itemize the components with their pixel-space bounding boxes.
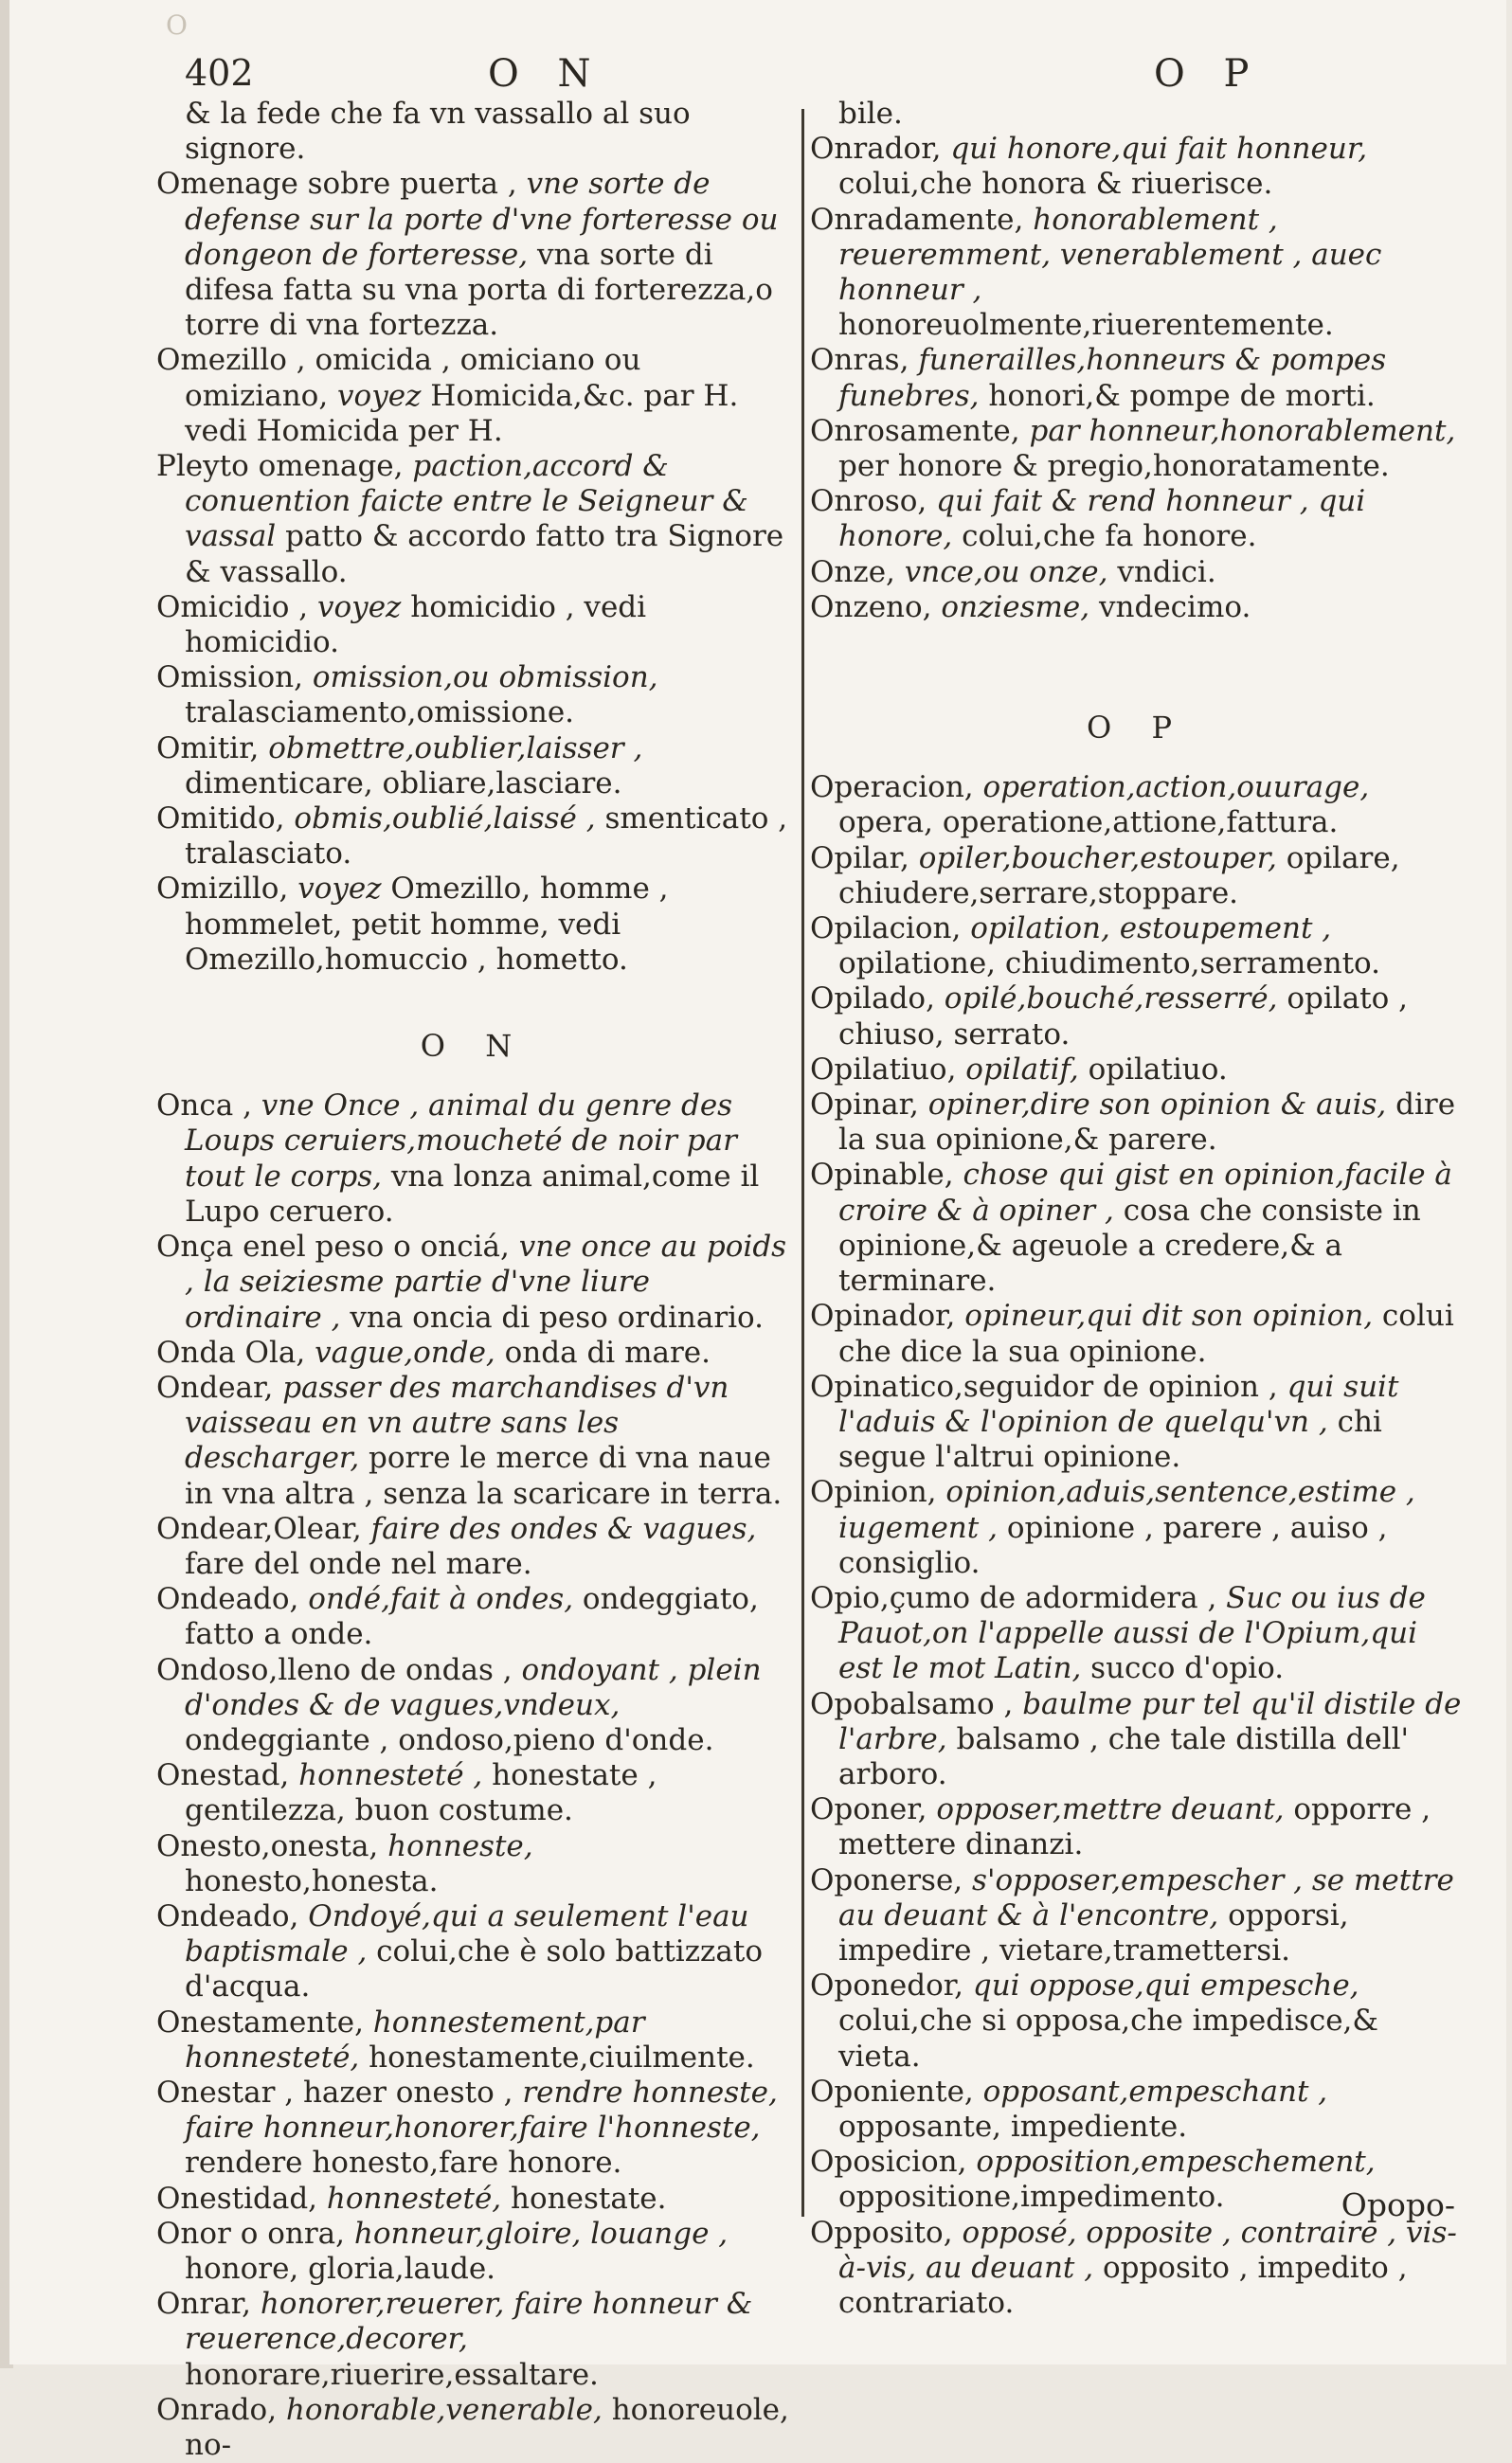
dictionary-entry	[156, 2005, 791, 2076]
dictionary-entry	[810, 555, 1464, 590]
page-number: 402	[185, 52, 254, 94]
entry-italian: dire la sua opinione,& parere.	[838, 1088, 1456, 1158]
entry-french: passer des marchandises d'vn vaisseau en vn autre sans les descharger,	[185, 1370, 729, 1476]
entry-french: Ondoyé,qui a seulement l'eau baptismale ,	[185, 1898, 749, 1969]
entry-headword: Onrado,	[156, 2392, 278, 2427]
entry-headword: Oponiente,	[810, 2074, 974, 2109]
entry-headword: Omezillo , omicida , omiciano ou omiziano,	[156, 343, 641, 413]
section-title-on: O N	[420, 1028, 528, 1065]
entry-headword: Onradamente,	[810, 202, 1024, 237]
dictionary-entry	[156, 2393, 791, 2463]
entry-french: vnce,ou onze,	[904, 554, 1108, 589]
dictionary-entry	[156, 167, 791, 343]
entry-french: ondoyant , plein d'ondes & de vagues,vndeux,	[185, 1652, 762, 1722]
entry-french: honorablement , reueremment, venerablement , auec honneur ,	[838, 202, 1382, 308]
dictionary-entry	[810, 414, 1464, 484]
entry-headword: Oponer,	[810, 1792, 927, 1827]
entry-italian: Omezillo, homme , hommelet, petit homme, vedi Omezillo,homuccio , hometto.	[185, 872, 669, 977]
entry-french: honneur,gloire, louange ,	[353, 2216, 729, 2251]
entry-italian: vndici.	[1117, 554, 1216, 589]
entry-italian: colui,che fa honore.	[962, 519, 1257, 554]
entry-french: obmis,oublié,laissé ,	[294, 801, 596, 836]
dictionary-entry	[810, 343, 1464, 413]
entry-headword: Oponerse,	[810, 1862, 963, 1897]
entry-french: qui suit l'aduis & l'opinion de quelqu'vn ,	[838, 1369, 1399, 1439]
entry-french: omission,ou obmission,	[312, 660, 658, 695]
entry-italian: vna oncia di peso ordinario.	[350, 1300, 765, 1335]
entry-italian: honoreuole, no-	[185, 2392, 789, 2462]
entry-headword: Opilacion,	[810, 911, 962, 946]
dictionary-entry	[810, 1052, 1464, 1088]
entry-french: honnesteté,	[326, 2181, 502, 2216]
entry-italian: opera, operatione,attione,fattura.	[838, 805, 1339, 840]
entry-italian: ondeggiato, fatto a onde.	[185, 1582, 759, 1652]
section-title-op: O P	[1087, 710, 1187, 746]
entry-italian: honestamente,ciuilmente.	[369, 2040, 755, 2075]
dictionary-entry	[156, 872, 791, 978]
entry-headword: Onestamente,	[156, 2005, 364, 2040]
entry-french: opposé, opposite , contraire , vis-à-vis, au deuant ,	[838, 2215, 1457, 2285]
entry-french: vne sorte de defense sur la porte d'vne forteresse ou dongeon de forteresse,	[185, 167, 779, 272]
entry-headword: Omitir,	[156, 730, 260, 765]
entry-french: opilé,bouché,resserré,	[944, 981, 1278, 1016]
entry-french: opinion,aduis,sentence,estime , iugement ,	[838, 1475, 1415, 1545]
right-entries	[810, 97, 1464, 625]
dictionary-entry	[156, 1829, 791, 1899]
entry-italian: cosa che consiste in opinione,& ageuole a credere,& a terminare.	[838, 1193, 1421, 1299]
column-divider	[801, 109, 804, 2217]
entry-headword: Onestad,	[156, 1758, 290, 1793]
entry-italian: honorare,riuerire,essaltare.	[185, 2357, 599, 2392]
dictionary-entry	[156, 97, 791, 167]
entry-headword: Onor o onra,	[156, 2216, 346, 2251]
catchword: Opopo-	[1341, 2186, 1455, 2223]
entry-french: ondé,fait à ondes,	[308, 1582, 574, 1617]
entry-french: opposition,empeschement,	[976, 2145, 1376, 2180]
dictionary-entry	[810, 1581, 1464, 1687]
entry-french: vne once au poids , la seiziesme partie d'vne liure ordinaire ,	[185, 1230, 787, 1335]
entry-italian: honestate , gentilezza, buon costume.	[185, 1758, 657, 1828]
entry-headword: Ondoso,lleno de ondas ,	[156, 1652, 513, 1687]
entry-italian: tralasciamento,omissione.	[185, 695, 575, 730]
dictionary-entry	[810, 132, 1464, 202]
entry-headword: Opposito,	[810, 2215, 953, 2250]
entry-headword: & la fede che fa vn vassallo al suo signore.	[185, 97, 691, 167]
dictionary-entry	[156, 2287, 791, 2393]
entry-headword: Ondeado,	[156, 1582, 299, 1617]
entry-italian: balsamo , che tale distilla dell' arboro.	[838, 1721, 1410, 1791]
entry-french: opiner,dire son opinion & auis,	[927, 1088, 1387, 1123]
entry-headword: Onestar , hazer onesto ,	[156, 2075, 513, 2110]
entry-italian: porre le merce di vna naue in vna altra , senza la scaricare in terra.	[185, 1441, 783, 1511]
running-head-left: O N	[488, 52, 604, 96]
entry-headword: Onrador,	[810, 132, 942, 167]
dictionary-entry	[810, 2075, 1464, 2145]
entry-italian: honore, gloria,laude.	[185, 2251, 496, 2286]
entry-french: opiler,boucher,estouper,	[918, 840, 1277, 875]
entry-french: chose qui gist en opinion,facile à croire & à opiner ,	[838, 1158, 1452, 1228]
dictionary-entry	[156, 1336, 791, 1371]
dictionary-entry	[810, 1088, 1464, 1158]
entry-italian: vna lonza animal,come il Lupo ceruero.	[185, 1159, 760, 1229]
entry-italian: opilatione, chiudimento,serramento.	[838, 946, 1381, 981]
entry-french: honorer,reuerer, faire honneur & reuerence,decorer,	[185, 2287, 753, 2357]
dictionary-entry	[156, 2182, 791, 2217]
right-entries-2	[810, 770, 1464, 2321]
entry-french: onziesme,	[941, 589, 1090, 624]
entry-italian: rendere honesto,fare honore.	[185, 2146, 622, 2181]
entry-headword: Opilado,	[810, 981, 935, 1016]
dictionary-entry	[156, 1371, 791, 1512]
entry-italian: oppositione,impedimento.	[838, 2180, 1225, 2215]
entry-headword: Oponedor,	[810, 1969, 964, 2004]
entry-french: operation,action,ouurage,	[982, 770, 1370, 805]
right-column	[810, 97, 1464, 2321]
entry-french: voyez	[337, 378, 422, 413]
dictionary-entry	[810, 97, 1464, 132]
entry-headword: Onrar,	[156, 2287, 251, 2322]
entry-italian: smenticato , tralasciato.	[185, 801, 788, 872]
entry-french: qui honore,qui fait honneur,	[950, 132, 1368, 167]
entry-french: opposer,mettre deuant,	[936, 1792, 1285, 1827]
entry-french: voyez	[297, 872, 382, 907]
running-head-right: O P	[1154, 52, 1263, 96]
entry-headword: Onestidad,	[156, 2181, 318, 2216]
entry-italian: succo d'opio.	[1090, 1651, 1285, 1686]
entry-italian: homicidio , vedi homicidio.	[185, 589, 647, 660]
entry-french: qui fait & rend honneur , qui honore,	[838, 484, 1366, 554]
entry-italian: opposante, impediente.	[838, 2109, 1188, 2144]
entry-headword: Omizillo,	[156, 872, 289, 907]
dictionary-entry	[156, 1899, 791, 2005]
dictionary-entry	[810, 1158, 1464, 1299]
dictionary-entry	[156, 1582, 791, 1652]
entry-headword: Opinar,	[810, 1088, 919, 1123]
entry-italian: vndecimo.	[1099, 589, 1251, 624]
dictionary-entry	[810, 911, 1464, 981]
left-entries	[156, 97, 791, 978]
dictionary-entry	[810, 1687, 1464, 1793]
entry-headword: Onda Ola,	[156, 1335, 306, 1370]
entry-headword: Onça enel peso o onciá,	[156, 1230, 510, 1265]
entry-italian: opporsi, impedire , vietare,tramettersi.	[838, 1897, 1349, 1968]
entry-french: vne Once , animal du genre des Loups ceruiers,moucheté de noir par tout le corps,	[185, 1088, 737, 1194]
entry-french: opilatif,	[965, 1052, 1079, 1087]
entry-headword: Onze,	[810, 554, 895, 589]
entry-headword: Opobalsamo ,	[810, 1686, 1014, 1721]
left-column	[156, 97, 791, 2463]
entry-italian: colui,che si opposa,che impedisce,& vieta.	[838, 2004, 1378, 2074]
entry-headword: Onroso,	[810, 484, 927, 519]
entry-french: opposant,empeschant ,	[982, 2074, 1328, 2109]
entry-headword: Ondear,	[156, 1370, 274, 1405]
entry-italian: ondeggiante , ondoso,pieno d'onde.	[185, 1722, 714, 1757]
entry-headword: Onras,	[810, 343, 909, 378]
entry-headword: Onzeno,	[810, 589, 932, 624]
dictionary-entry	[810, 2216, 1464, 2322]
entry-headword: Oposicion,	[810, 2145, 967, 2180]
dictionary-entry	[810, 1475, 1464, 1581]
entry-italian: honoreuolmente,riuerentemente.	[838, 308, 1334, 343]
entry-italian: chi segue l'altrui opinione.	[838, 1404, 1382, 1475]
entry-headword: Onca ,	[156, 1088, 252, 1124]
entry-french: opilation, estoupement ,	[970, 911, 1332, 946]
entry-italian: honori,& pompe de morti.	[988, 378, 1376, 413]
entry-headword: Opinatico,seguidor de opinion ,	[810, 1369, 1278, 1404]
dictionary-entry	[156, 343, 791, 449]
dictionary-entry	[156, 2076, 791, 2182]
entry-french: honorable,venerable,	[285, 2392, 603, 2427]
dictionary-entry	[156, 731, 791, 801]
dictionary-entry	[810, 981, 1464, 1052]
entry-french: paction,accord & conuention faicte entre le Seigneur & vassal	[185, 449, 748, 554]
dictionary-entry	[810, 484, 1464, 554]
entry-headword: Opilatiuo,	[810, 1052, 957, 1087]
entry-headword: Omission,	[156, 660, 303, 695]
dictionary-entry	[156, 1653, 791, 1759]
entry-french: honnestement,par honnesteté,	[185, 2005, 645, 2075]
entry-headword: bile.	[838, 97, 903, 131]
dictionary-entry	[156, 449, 791, 590]
entry-french: s'opposer,empescher , se mettre au deuant & à l'encontre,	[838, 1862, 1454, 1933]
dictionary-entry	[810, 1969, 1464, 2075]
entry-headword: Omenage sobre puerta ,	[156, 167, 517, 202]
entry-headword: Onesto,onesta,	[156, 1828, 379, 1863]
entry-headword: Onrosamente,	[810, 413, 1020, 448]
dictionary-entry	[810, 1863, 1464, 1969]
left-entries-2	[156, 1088, 791, 2463]
entry-italian: patto & accordo fatto tra Signore & vassallo.	[185, 519, 784, 589]
dictionary-entry	[810, 1299, 1464, 1369]
dictionary-entry	[810, 1792, 1464, 1862]
entry-french: honneste,	[387, 1828, 533, 1863]
entry-italian: colui,che honora & riuerisce.	[838, 167, 1273, 202]
entry-french: honnesteté ,	[298, 1758, 483, 1793]
entry-headword: Opinador,	[810, 1299, 956, 1334]
entry-french: voyez	[317, 589, 402, 624]
entry-french: vague,onde,	[315, 1335, 495, 1370]
dictionary-entry	[810, 1370, 1464, 1476]
entry-italian: opilato , chiuso, serrato.	[838, 981, 1409, 1052]
dictionary-entry	[810, 770, 1464, 840]
entry-italian: fare del onde nel mare.	[185, 1546, 532, 1581]
entry-italian: honesto,honesta.	[185, 1863, 439, 1898]
entry-italian: dimenticare, obliare,lasciare.	[185, 765, 622, 800]
dictionary-entry	[156, 590, 791, 660]
dictionary-entry	[810, 203, 1464, 344]
entry-french: faire des ondes & vagues,	[370, 1511, 757, 1546]
dictionary-entry	[156, 801, 791, 872]
entry-italian: onda di mare.	[504, 1335, 711, 1370]
entry-italian: Homicida,&c. par H. vedi Homicida per H.	[185, 378, 739, 448]
dictionary-entry	[810, 841, 1464, 911]
entry-italian: per honore & pregio,honoratamente.	[838, 449, 1390, 484]
entry-italian: opilatiuo.	[1088, 1052, 1228, 1087]
entry-headword: Opinable,	[810, 1158, 954, 1193]
entry-italian: opposito , impedito , contrariato.	[838, 2250, 1408, 2320]
entry-headword: Omicidio ,	[156, 589, 309, 624]
entry-headword: Opio,çumo de adormidera ,	[810, 1580, 1217, 1615]
entry-headword: Ondear,Olear,	[156, 1511, 362, 1546]
entry-italian: opinione , parere , auiso , consiglio.	[838, 1510, 1388, 1580]
entry-french: rendre honneste, faire honneur,honorer,faire l'honneste,	[185, 2075, 778, 2146]
entry-headword: Operacion,	[810, 770, 974, 805]
dictionary-entry	[156, 660, 791, 730]
entry-italian: honestate.	[511, 2181, 667, 2216]
entry-headword: Pleyto omenage,	[156, 449, 404, 484]
entry-italian: opporre , mettere dinanzi.	[838, 1792, 1431, 1862]
entry-french: qui oppose,qui empesche,	[972, 1969, 1359, 2004]
entry-french: baulme pur tel qu'il distile de l'arbre,	[838, 1686, 1462, 1756]
entry-italian: colui,che è solo battizzato d'acqua.	[185, 1934, 763, 2005]
entry-french: opineur,qui dit son opinion,	[964, 1299, 1374, 1334]
dictionary-entry	[156, 1088, 791, 1230]
faint-show-through: O	[166, 9, 193, 41]
entry-french: obmettre,oublier,laisser ,	[268, 730, 643, 765]
entry-headword: Opilar,	[810, 840, 909, 875]
entry-french: Suc ou ius de Pauot,on l'appelle aussi de l'Opium,qui est le mot Latin,	[838, 1580, 1426, 1686]
dictionary-entry	[810, 590, 1464, 625]
dictionary-entry	[156, 1758, 791, 1828]
entry-headword: Opinion,	[810, 1475, 937, 1510]
dictionary-entry	[156, 2217, 791, 2287]
dictionary-entry	[156, 1512, 791, 1582]
entry-italian: vna sorte di difesa fatta su vna porta di forterezza,o torre di vna fortezza.	[185, 237, 773, 343]
entry-italian: colui che dice la sua opinione.	[838, 1299, 1454, 1369]
dictionary-entry	[156, 1230, 791, 1336]
entry-french: funerailles,honneurs & pompes funebres,	[838, 343, 1387, 413]
entry-headword: Ondeado,	[156, 1898, 299, 1933]
entry-italian: opilare, chiudere,serrare,stoppare.	[838, 840, 1400, 910]
entry-headword: Omitido,	[156, 801, 285, 836]
entry-french: par honneur,honorablement,	[1029, 413, 1456, 448]
